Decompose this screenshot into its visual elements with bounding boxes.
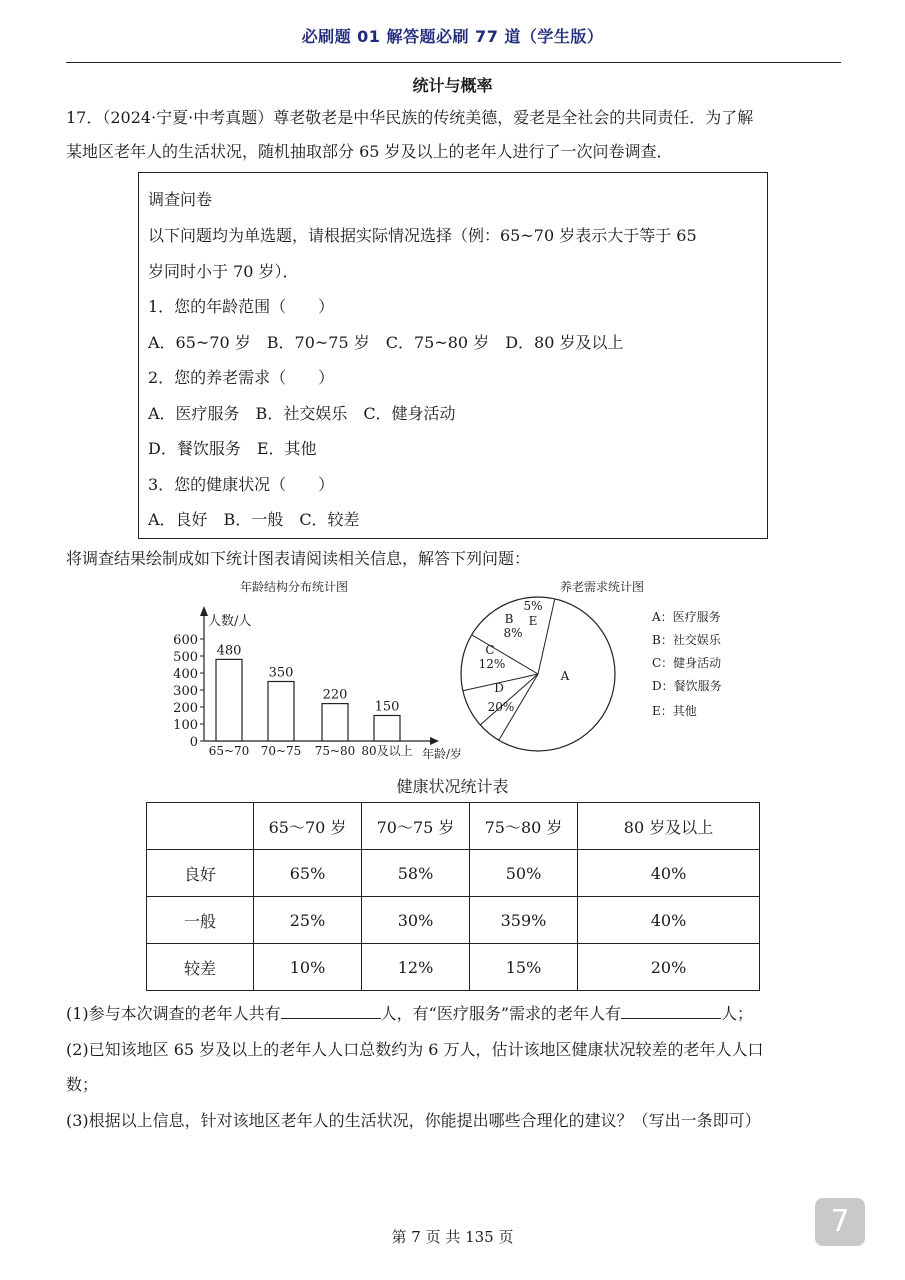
table-cell: 12% (362, 944, 470, 991)
table-header-cell: 80 岁及以上 (578, 803, 760, 850)
survey-question-2-options-1: A．医疗服务 B．社交娱乐 C．健身活动 (148, 404, 456, 423)
section-title: 统计与概率 (412, 76, 493, 95)
age-bar-chart (160, 600, 480, 765)
page-number-badge: 7 (815, 1198, 865, 1246)
survey-question-1: 1．您的年龄范围（ ） (148, 297, 335, 316)
x-tick-label: 75~80 (314, 744, 356, 758)
x-axis-arrow (430, 737, 439, 745)
table-row (147, 850, 760, 897)
pie-slice-label: 8% (503, 626, 523, 640)
question-2-line-2: 数； (66, 1075, 99, 1094)
pie-chart-title: 养老需求统计图 (560, 580, 645, 594)
legend-item-e: E：其他 (652, 704, 697, 718)
bar-chart-title: 年龄结构分布统计图 (240, 580, 349, 594)
bar-value-label: 220 (322, 687, 348, 703)
y-axis-arrow (200, 606, 208, 616)
y-tick-label: 100 (173, 718, 198, 733)
pie-slice-label: C (485, 643, 495, 657)
y-tick-label: 200 (173, 701, 198, 716)
care-needs-pie-chart (455, 594, 625, 754)
pie-slice-label: 20% (487, 700, 515, 714)
y-tick-label: 400 (173, 667, 198, 682)
bar-value-label: 150 (374, 699, 400, 715)
pie-slice-label: 5% (523, 599, 543, 613)
y-tick-label: 0 (189, 735, 198, 750)
legend-item-d: D：餐饮服务 (652, 679, 722, 693)
table-cell: 30% (362, 897, 470, 944)
pie-slice-label: B (504, 612, 514, 626)
table-header-cell: 70～75 岁 (362, 803, 470, 850)
question-1-part-c: 人； (721, 1004, 754, 1023)
bar (268, 682, 294, 742)
question-1 (66, 997, 753, 1031)
x-tick-label: 70~75 (260, 744, 302, 758)
problem-line-1: 17．（2024·宁夏·中考真题）尊老敬老是中华民族的传统美德，爱老是全社会的共同责任．为了解 (66, 108, 754, 127)
pie-legend (652, 608, 722, 725)
bar-value-label: 480 (216, 643, 242, 659)
y-tick-label: 500 (173, 650, 198, 665)
question-3: (3)根据以上信息，针对该地区老年人的生活状况，你能提出哪些合理化的建议？（写出一条即可） (66, 1111, 761, 1130)
table-cell: 20% (578, 944, 760, 991)
legend-item-c: C：健身活动 (652, 656, 722, 670)
survey-question-3-options: A．良好 B．一般 C．较差 (148, 510, 360, 529)
table-row-label: 良好 (147, 850, 254, 897)
table-cell: 25% (254, 897, 362, 944)
y-tick-label: 600 (173, 633, 198, 648)
x-axis-label: 年龄/岁 (422, 747, 463, 761)
pie-slice-label: 12% (478, 657, 506, 671)
x-tick-label: 65~70 (208, 744, 250, 758)
legend-item-a: A：医疗服务 (652, 610, 721, 624)
y-axis-label: 人数/人 (208, 614, 252, 629)
table-cell: 58% (362, 850, 470, 897)
header-divider (66, 62, 841, 63)
table-header-cell: 75～80 岁 (470, 803, 578, 850)
table-cell: 50% (470, 850, 578, 897)
table-row (147, 897, 760, 944)
pie-slice-label: E (528, 614, 538, 628)
page-header-title: 必刷题 01 解答题必刷 77 道（学生版） (301, 27, 604, 46)
bar-value-label: 350 (268, 665, 294, 681)
table-cell: 15% (470, 944, 578, 991)
table-header-cell (147, 803, 254, 850)
question-1-part-a: (1)参与本次调查的老年人共有 (66, 1004, 281, 1023)
survey-intro-1: 以下问题均为单选题，请根据实际情况选择（例：65~70 岁表示大于等于 65 (148, 226, 697, 245)
survey-intro-2: 岁同时小于 70 岁）． (148, 262, 299, 281)
pie-slice-label: D (494, 681, 504, 695)
legend-item-b: B：社交娱乐 (652, 633, 721, 647)
survey-question-2-options-2: D．餐饮服务 E．其他 (148, 439, 317, 458)
table-header-cell: 65～70 岁 (254, 803, 362, 850)
table-cell: 10% (254, 944, 362, 991)
table-cell: 40% (578, 897, 760, 944)
problem-line-2: 某地区老年人的生活状况，随机抽取部分 65 岁及以上的老年人进行了一次问卷调查． (66, 142, 673, 161)
question-1-part-b: 人，有“医疗服务”需求的老年人有 (380, 1004, 622, 1023)
chart-intro-text: 将调查结果绘制成如下统计图表请阅读相关信息，解答下列问题： (66, 549, 531, 568)
survey-question-2: 2．您的养老需求（ ） (148, 368, 335, 387)
page-footer: 第 7 页 共 135 页 (391, 1228, 514, 1246)
answer-blank-total[interactable] (281, 1002, 381, 1019)
table-header-row (147, 803, 760, 850)
health-table-title: 健康状况统计表 (396, 777, 509, 796)
pie-slice-label: A (560, 669, 570, 683)
problem-text (66, 101, 846, 169)
table-row-label: 一般 (147, 897, 254, 944)
table-cell: 359% (470, 897, 578, 944)
y-tick-label: 300 (173, 684, 198, 699)
answer-blank-medical[interactable] (621, 1002, 721, 1019)
survey-question-1-options: A．65~70 岁 B．70~75 岁 C．75~80 岁 D．80 岁及以上 (148, 333, 624, 352)
table-cell: 40% (578, 850, 760, 897)
table-row-label: 较差 (147, 944, 254, 991)
health-status-table (146, 802, 760, 991)
survey-title: 调查问卷 (148, 190, 213, 209)
survey-question-3: 3．您的健康状况（ ） (148, 475, 335, 494)
table-cell: 65% (254, 850, 362, 897)
bar (216, 659, 242, 741)
bar (322, 704, 348, 741)
bar (374, 716, 400, 742)
table-row (147, 944, 760, 991)
question-2-line-1: (2)已知该地区 65 岁及以上的老年人人口总数约为 6 万人，估计该地区健康状况较差的老年人人口 (66, 1040, 764, 1059)
x-tick-label: 80及以上 (361, 744, 413, 758)
survey-box (138, 172, 768, 539)
